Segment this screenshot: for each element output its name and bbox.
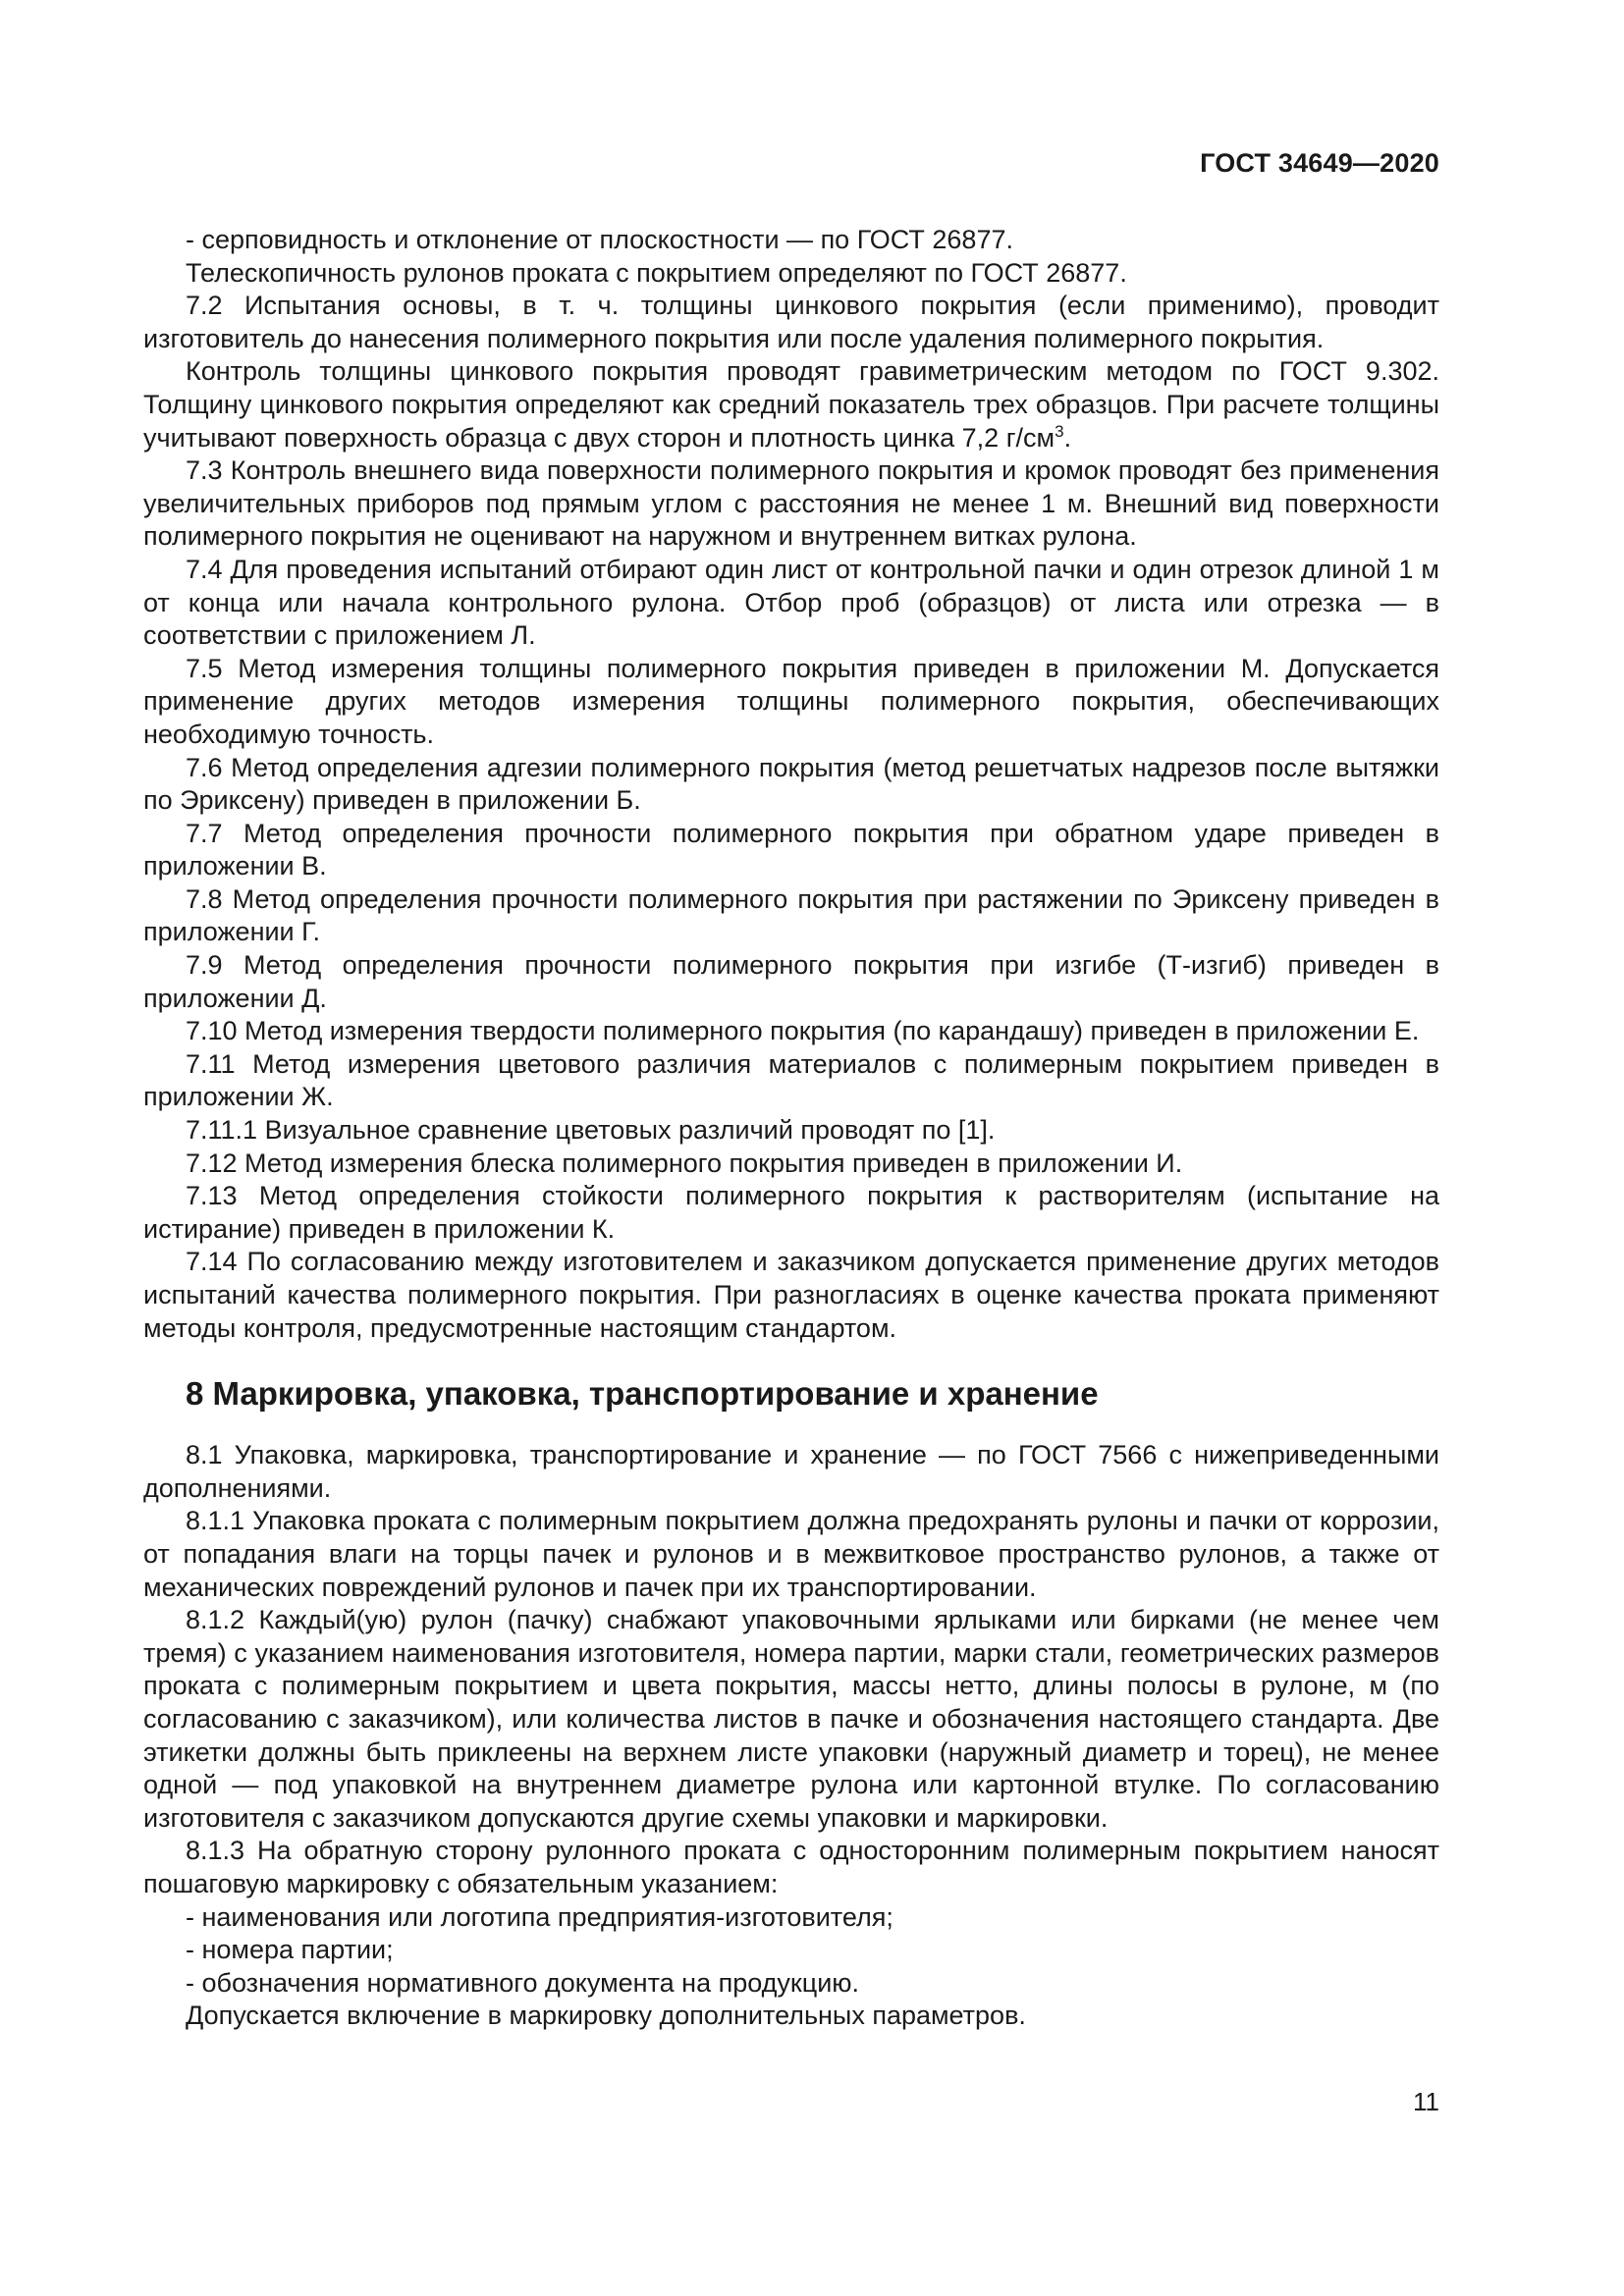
superscript: 3	[1055, 421, 1064, 441]
paragraph: 7.10 Метод измерения твердости полимерного покрытия (по карандашу) приведен в приложении Е.	[186, 1016, 1420, 1046]
paragraph: 7.12 Метод измерения блеска полимерного покрытия приведен в приложении И.	[186, 1148, 1183, 1178]
paragraph: 8.1.2 Каждый(ую) рулон (пачку) снабжают упаковочными ярлыками или бирками (не менее чем тремя) с указанием наименования изготовителя, номера партии, марки стали, геометрических размеров проката с полимерным покрытием и цвета покрытия, массы нетто, длины полосы в рулоне, м (по согласованию с заказчиком), или количества листов в пачке и обозначения настоящего стандарта. Две этикетки должны быть приклеены на верхнем листе упаковки (наружный диаметр и торец), не менее одной — под упаковкой на внутреннем диаметре рулона или картонной втулке. По согласованию изготовителя с заказчиком допускаются другие схемы упаковки и маркировки.	[143, 1605, 1439, 1833]
paragraph: 7.9 Метод определения прочности полимерного покрытия при изгибе (Т-изгиб) приведен в приложении Д.	[143, 950, 1439, 1013]
paragraph: 7.5 Метод измерения толщины полимерного покрытия приведен в приложении М. Допускается применение других методов измерения толщины полимерного покрытия, обеспечивающих необходимую точность.	[143, 653, 1439, 749]
paragraph: 7.2 Испытания основы, в т. ч. толщины цинкового покрытия (если применимо), проводит изготовитель до нанесения полимерного покрытия или после удаления полимерного покрытия.	[143, 291, 1439, 353]
paragraph: 7.6 Метод определения адгезии полимерного покрытия (метод решетчатых надрезов после вытяжки по Эриксену) приведен в приложении Б.	[143, 752, 1439, 816]
paragraph: 7.14 По согласованию между изготовителем и заказчиком допускается применение других методов испытаний качества полимерного покрытия. При разногласиях в оценке качества проката применяют методы контроля, предусмотренные настоящим стандартом.	[143, 1247, 1439, 1343]
page-number: 11	[1413, 2087, 1439, 2116]
paragraph: 7.3 Контроль внешнего вида поверхности полимерного покрытия и кромок проводят без применения увеличительных приборов под прямым углом с расстояния не менее 1 м. Внешний вид поверхности полимерного покрытия не оценивают на наружном и внутреннем витках рулона.	[143, 455, 1439, 552]
paragraph: 8.1.1 Упаковка проката с полимерным покрытием должна предохранять рулоны и пачки от коррозии, от попадания влаги на торцы пачек и рулонов и в межвитковое пространство рулонов, а также от механических повреждений рулонов и пачек при их транспортировании.	[143, 1506, 1439, 1602]
paragraph: 7.8 Метод определения прочности полимерного покрытия при растяжении по Эриксену приведен в приложении Г.	[143, 883, 1439, 947]
document-header: ГОСТ 34649—2020	[1200, 148, 1439, 178]
list-item: - серповидность и отклонение от плоскостности — по ГОСТ 26877.	[186, 225, 1013, 254]
list-item: - наименования или логотипа предприятия-изготовителя;	[186, 1901, 893, 1932]
paragraph: 7.7 Метод определения прочности полимерного покрытия при обратном ударе приведен в приложении В.	[143, 818, 1439, 881]
list-item: - обозначения нормативного документа на продукцию.	[186, 1967, 860, 1998]
paragraph-text: Контроль толщины цинкового покрытия проводят гравиметрическим методом по ГОСТ 9.302. Толщину цинкового покрытия определяют как средний показатель трех образцов. При расчете толщины учитывают поверхность образца с двух сторон и плотность цинка 7,2 г/см	[143, 356, 1439, 453]
paragraph: 8.1 Упаковка, маркировка, транспортирование и хранение — по ГОСТ 7566 с нижеприведенными дополнениями.	[143, 1440, 1439, 1503]
paragraph: 7.11.1 Визуальное сравнение цветовых различий проводят по [1].	[186, 1115, 996, 1146]
paragraph-end: .	[1063, 422, 1072, 453]
paragraph: 7.4 Для проведения испытаний отбирают один лист от контрольной пачки и один отрезок длиной 1 м от конца или начала контрольного рулона. Отбор проб (образцов) от листа или отрезка — в соответствии с приложением Л.	[143, 554, 1439, 651]
section-heading: 8 Маркировка, упаковка, транспортирование и хранение	[186, 1375, 1099, 1413]
paragraph: 7.11 Метод измерения цветового различия материалов с полимерным покрытием приведен в приложении Ж.	[143, 1048, 1439, 1112]
paragraph: 8.1.3 На обратную сторону рулонного проката с односторонним полимерным покрытием наносят пошаговую маркировку с обязательным указанием:	[143, 1836, 1439, 1898]
paragraph: 7.13 Метод определения стойкости полимерного покрытия к растворителям (испытание на истирание) приведен в приложении К.	[143, 1181, 1439, 1244]
list-item: - номера партии;	[186, 1935, 394, 1965]
document-body	[143, 224, 1439, 2033]
paragraph	[143, 355, 1439, 454]
paragraph: Допускается включение в маркировку дополнительных параметров.	[186, 2001, 1026, 2031]
paragraph: Телескопичность рулонов проката с покрытием определяют по ГОСТ 26877.	[186, 257, 1127, 288]
